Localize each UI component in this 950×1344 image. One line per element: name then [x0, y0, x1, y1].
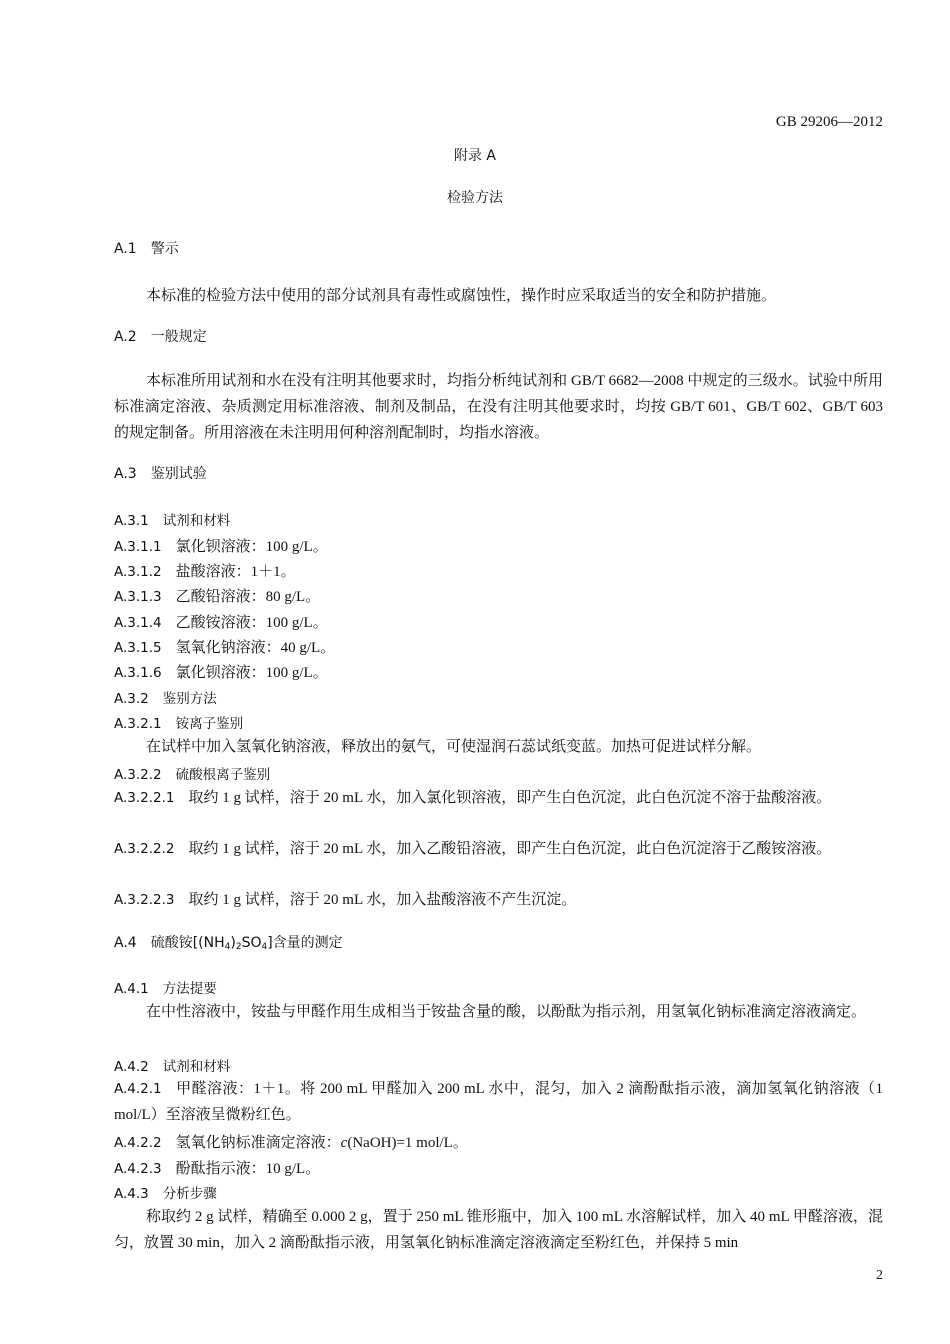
item-number: A.3.1.5 — [114, 640, 162, 656]
section-title: 一般规定 — [150, 329, 207, 345]
item-text: 氢氧化钠标准滴定溶液： — [175, 1135, 341, 1151]
subsection-number: A.4.2 — [114, 1059, 149, 1075]
item-number: A.3.1.3 — [114, 589, 162, 605]
appendix-label: 附录 A — [453, 148, 497, 164]
subsection-a43-paragraph: 称取约 2 g 试样，精确至 0.000 2 g，置于 250 mL 锥形瓶中，加入 100 mL 水溶解试样，加入 40 mL 甲醛溶液，混匀，放置 30 min，加入 2 滴酚酞指示液，用氢氧化钠标准滴定溶液滴定至粉红色，并保持 5 min — [114, 1209, 883, 1251]
appendix-title: 检验方法 — [447, 190, 503, 206]
subsection-a41-heading — [114, 977, 217, 997]
subsection-number: A.3.2.1 — [114, 716, 162, 732]
subsection-a42-heading — [114, 1055, 230, 1075]
item-number: A.4.2.1 — [114, 1081, 162, 1097]
subsection-title: 分析步骤 — [162, 1186, 217, 1202]
section-title-pre: 硫酸铵[(NH — [150, 935, 225, 951]
section-number: A.1 — [114, 241, 137, 257]
item-text: 乙酸铵溶液：100 g/L。 — [175, 615, 328, 631]
subsection-title: 试剂和材料 — [162, 1059, 231, 1075]
subsection-a321-paragraph: 在试样中加入氢氧化钠溶液，释放出的氨气，可使湿润石蕊试纸变蓝。加热可促进试样分解。 — [146, 739, 762, 755]
list-item — [114, 535, 328, 556]
subsection-number: A.3.1 — [114, 513, 149, 529]
item-number: A.3.1.1 — [114, 539, 162, 555]
item-text: 甲醛溶液：1＋1。将 200 mL 甲醛加入 200 mL 水中，混匀，加入 2 滴酚酞指示液，滴加氢氧化钠溶液（1 mol/L）至溶液呈微粉红色。 — [114, 1081, 883, 1123]
list-item — [114, 836, 883, 862]
subsection-a41-paragraph: 在中性溶液中，铵盐与甲醛作用生成相当于铵盐含量的酸，以酚酞为指示剂，用氢氧化钠标准滴定溶液滴定。 — [146, 1004, 867, 1020]
list-item — [114, 1157, 320, 1178]
item-number: A.3.1.4 — [114, 615, 162, 631]
section-title-mid: ) — [230, 935, 236, 951]
section-number: A.3 — [114, 466, 137, 482]
list-item — [114, 611, 328, 632]
item-text: (NaOH)=1 mol/L。 — [347, 1135, 468, 1151]
item-number: A.3.1.6 — [114, 665, 162, 681]
item-text: 氯化钡溶液：100 g/L。 — [175, 539, 328, 555]
subsection-number: A.4.1 — [114, 981, 149, 997]
item-number: A.4.2.3 — [114, 1161, 162, 1177]
item-text: 取约 1 g 试样，溶于 20 mL 水，加入盐酸溶液不产生沉淀。 — [188, 892, 577, 908]
section-number: A.4 — [114, 935, 137, 951]
list-item — [114, 1076, 883, 1128]
item-text: 取约 1 g 试样，溶于 20 mL 水，加入乙酸铅溶液，即产生白色沉淀，此白色沉淀溶于乙酸铵溶液。 — [188, 841, 832, 857]
item-variable: c — [340, 1135, 348, 1151]
page-number: 2 — [876, 1268, 883, 1283]
section-title-so: SO — [241, 935, 262, 951]
list-item — [114, 585, 320, 606]
section-a2-paragraph: 本标准所用试剂和水在没有注明其他要求时，均指分析纯试剂和 GB/T 6682—2008 中规定的三级水。试验中所用标准滴定溶液、杂质测定用标准溶液、制剂及制品，在没有注明其他要求时，均按 GB/T 601、GB/T 602、GB/T 603 的规定制备。所用溶液在未注明用何种溶剂配制时，均指水溶液。 — [114, 373, 883, 441]
subscript: 4 — [224, 942, 231, 952]
section-a4-heading — [114, 932, 343, 952]
subsection-a321-heading — [114, 712, 243, 732]
item-text: 酚酞指示液：10 g/L。 — [175, 1161, 321, 1177]
subsection-title: 方法提要 — [162, 981, 217, 997]
section-title: 警示 — [150, 241, 179, 257]
subsection-a32-heading — [114, 687, 217, 707]
subsection-title: 试剂和材料 — [162, 513, 231, 529]
list-item — [114, 560, 296, 581]
subsection-a43-heading — [114, 1182, 217, 1202]
standard-number: GB 29206—2012 — [775, 114, 883, 130]
section-a1-heading — [114, 238, 179, 258]
list-item — [114, 785, 883, 811]
item-text: 乙酸铅溶液：80 g/L。 — [175, 589, 321, 605]
section-a2-heading — [114, 326, 207, 346]
item-number: A.3.2.2.1 — [114, 790, 175, 806]
list-item — [114, 1131, 468, 1152]
section-title-post: ]含量的测定 — [267, 935, 343, 951]
item-number: A.3.2.2.2 — [114, 841, 175, 857]
subsection-number: A.4.3 — [114, 1186, 149, 1202]
section-a1-paragraph: 本标准的检验方法中使用的部分试剂具有毒性或腐蚀性，操作时应采取适当的安全和防护措施。 — [146, 288, 777, 304]
list-item — [114, 636, 335, 657]
subsection-number: A.3.2 — [114, 691, 149, 707]
subsection-title: 鉴别方法 — [162, 691, 217, 707]
section-a3-heading — [114, 463, 207, 483]
list-item — [114, 887, 883, 913]
subsection-number: A.3.2.2 — [114, 767, 162, 783]
item-number: A.4.2.2 — [114, 1135, 162, 1151]
subsection-a322-heading — [114, 763, 270, 783]
item-number: A.3.2.2.3 — [114, 892, 175, 908]
subscript: 4 — [261, 942, 268, 952]
subsection-title: 硫酸根离子鉴别 — [175, 767, 271, 783]
item-number: A.3.1.2 — [114, 564, 162, 580]
subsection-title: 铵离子鉴别 — [175, 716, 244, 732]
subsection-a31-heading — [114, 509, 230, 529]
item-text: 氢氧化钠溶液：40 g/L。 — [175, 640, 336, 656]
section-number: A.2 — [114, 329, 137, 345]
list-item — [114, 661, 328, 682]
item-text: 取约 1 g 试样，溶于 20 mL 水，加入氯化钡溶液，即产生白色沉淀，此白色沉淀不溶于盐酸溶液。 — [188, 790, 832, 806]
section-title: 鉴别试验 — [150, 466, 207, 482]
item-text: 盐酸溶液：1＋1。 — [175, 564, 296, 580]
item-text: 氯化钡溶液：100 g/L。 — [175, 665, 328, 681]
subscript: 2 — [235, 942, 242, 952]
